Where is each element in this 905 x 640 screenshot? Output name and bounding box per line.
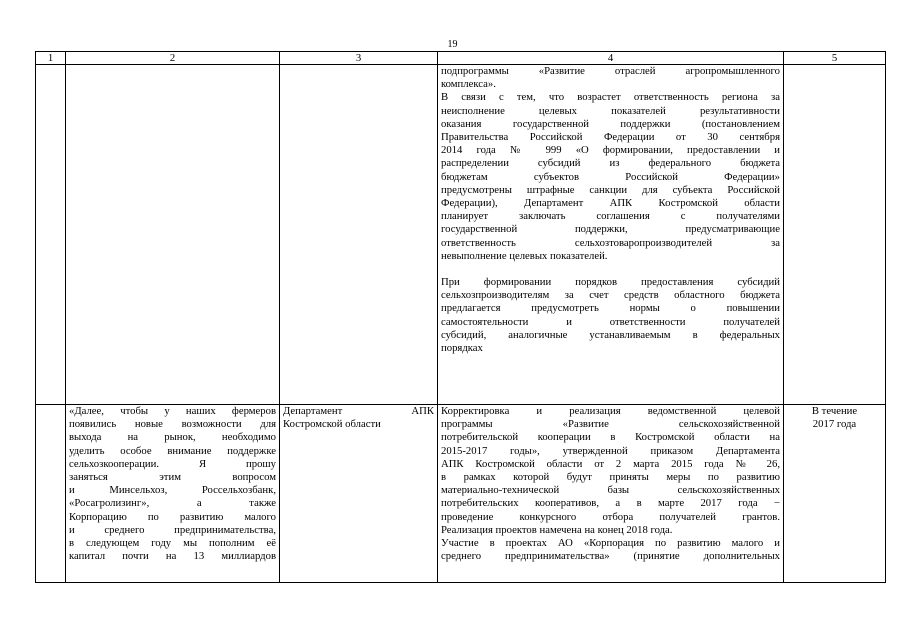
- text-line: распределении субсидий из федерального бюджета: [441, 157, 780, 170]
- text-line: Департамент АПК: [283, 405, 434, 417]
- text-line: в следующем году мы пополним её: [69, 537, 276, 550]
- row1-cell-5: [784, 65, 886, 405]
- text-line: субсидий, аналогичные устанавливаемым в федеральных: [441, 328, 780, 341]
- text-line: потребительских кооперативов, а в марте 2017 года −: [441, 497, 780, 510]
- column-header-3: 3: [280, 52, 438, 65]
- column-header-1: 1: [36, 52, 66, 65]
- text-line: Корректировка и реализация ведомственной целевой: [441, 405, 780, 417]
- text-line: ответственность сельхозтоваропроизводителей за: [441, 236, 780, 249]
- row2-cell-3: [280, 405, 438, 583]
- text-line: В течение: [811, 405, 858, 417]
- column-header-4: 4: [438, 52, 784, 65]
- text-line: Реализация проектов намечена на конец 2018 года.: [441, 523, 673, 536]
- text-line: 2014 года № 999 «О формировании, предоставлении и: [441, 144, 780, 157]
- text-line: 2017 года: [812, 418, 857, 431]
- text-line: невыполнение целевых показателей.: [441, 249, 608, 262]
- text-line: программы «Развитие сельскохозяйственной: [441, 418, 780, 431]
- row1-cell-2: [66, 65, 280, 405]
- row1-cell-3: [280, 65, 438, 405]
- text-line: потребительской кооперации в Костромской области на: [441, 431, 780, 444]
- text-line: При формировании порядков предоставления субсидий: [441, 276, 780, 289]
- text-line: капитал почти на 13 миллиардов: [69, 550, 276, 563]
- text-line: предусмотрены штрафные санкции для субъекта Российской: [441, 183, 780, 196]
- text-line: в рамках которой будут приняты меры по развитию: [441, 471, 780, 484]
- text-line: порядках: [441, 342, 483, 355]
- text-line: заняться этим вопросом: [69, 471, 276, 484]
- text-line: «Далее, чтобы у наших фермеров: [69, 405, 276, 417]
- row2-cell-5: [784, 405, 886, 583]
- text-line: подпрограммы «Развитие отраслей агропромышленного: [441, 65, 780, 77]
- column-header-2: 2: [66, 52, 280, 65]
- row2-cell-1: [36, 405, 66, 583]
- text-line: государственной поддержки, предусматривающие: [441, 223, 780, 236]
- measures-table: [35, 51, 886, 583]
- text-line: уделить особое внимание поддержке: [69, 444, 276, 457]
- row2-cell-2: [66, 405, 280, 583]
- text-line: В связи с тем, что возрастет ответственность региона за: [441, 91, 780, 104]
- text-line: АПК Костромской области от 2 марта 2015 года № 26,: [441, 457, 780, 470]
- text-line: проведение конкурсного отбора получателей грантов.: [441, 510, 780, 523]
- table-row: [36, 65, 886, 405]
- text-line: среднего предпринимательства» (принятие дополнительных: [441, 550, 780, 563]
- text-line: и среднего предпринимательства,: [69, 523, 276, 536]
- page-number: 19: [447, 39, 458, 50]
- column-header-5: 5: [784, 52, 886, 65]
- text-line: появились новые возможности для: [69, 418, 276, 431]
- text-line: самостоятельности и ответственности получателей: [441, 315, 780, 328]
- text-line: «Росагролизинг», а также: [69, 497, 276, 510]
- text-line: сельхозкооперации. Я прошу: [69, 457, 276, 470]
- row1-cell-4: [438, 65, 784, 405]
- text-line: Участие в проектах АО «Корпорация по развитию малого и: [441, 537, 780, 550]
- text-line: бюджетам субъектов Российской Федерации»: [441, 170, 780, 183]
- text-line: и Минсельхоз, Россельхозбанк,: [69, 484, 276, 497]
- text-line: Правительства Российской Федерации от 30 сентября: [441, 131, 780, 144]
- text-line: комплекса».: [441, 78, 496, 91]
- text-line: выхода на рынок, необходимо: [69, 431, 276, 444]
- text-line: Корпорацию по развитию малого: [69, 510, 276, 523]
- text-line: Федерации), Департамент АПК Костромской области: [441, 197, 780, 210]
- text-line: [441, 263, 780, 276]
- text-line: неисполнение целевых показателей результативности: [441, 104, 780, 117]
- text-line: Костромской области: [283, 418, 381, 431]
- text-line: материально-технической базы сельскохозяйственных: [441, 484, 780, 497]
- text-line: сельхозпроизводителям за счет средств областного бюджета: [441, 289, 780, 302]
- table-header-row: [36, 52, 886, 65]
- text-line: планирует заключать соглашения с получателями: [441, 210, 780, 223]
- row1-cell-1: [36, 65, 66, 405]
- text-line: 2015-2017 годы», утвержденной приказом Департамента: [441, 444, 780, 457]
- row2-cell-4: [438, 405, 784, 583]
- text-line: предлагается предусмотреть нормы о повышении: [441, 302, 780, 315]
- table-row: [36, 405, 886, 583]
- text-line: оказания государственной поддержки (постановлением: [441, 117, 780, 130]
